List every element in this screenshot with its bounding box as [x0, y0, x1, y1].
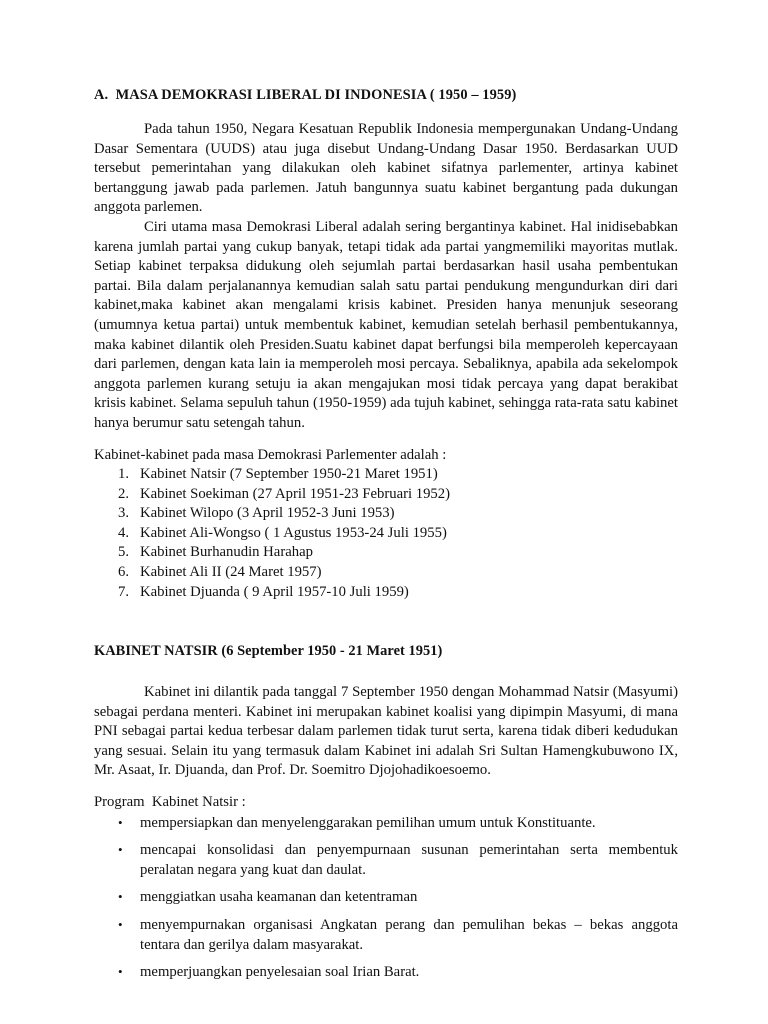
list-item-label: Kabinet Wilopo (3 April 1952-3 Juni 1953) — [140, 505, 395, 522]
list-item — [94, 524, 678, 544]
list-item-label: Kabinet Djuanda ( 9 April 1957-10 Juli 1959) — [140, 583, 409, 600]
list-item-label: Kabinet Natsir (7 September 1950-21 Maret 1951) — [140, 466, 438, 483]
document-content — [94, 86, 678, 983]
list-item-number: 4. — [118, 524, 130, 541]
paragraph-intro-1: Pada tahun 1950, Negara Kesatuan Republik Indonesia mempergunakan Undang-Undang Dasar Sementara (UUDS) atau juga disebut Undang-Undang Dasar 1950. Berdasarkan UUD tersebut pemerintahan yang dilakukan oleh kabinet sifatnya parlementer, artinya kabinet bertanggung jawab pada parlemen. Jatuh bangunnya suatu kabinet bergantung pada dukungan anggota parlemen. — [94, 121, 678, 216]
bullet-icon: • — [118, 916, 123, 932]
list-item-label: Kabinet Ali-Wongso ( 1 Agustus 1953-24 Juli 1955) — [140, 524, 447, 541]
section-title-kabinet-natsir: KABINET NATSIR (6 September 1950 - 21 Maret 1951) — [94, 643, 443, 660]
cabinet-list — [94, 465, 678, 602]
program-list — [94, 813, 678, 983]
list-item — [94, 465, 678, 485]
list-item-number: 7. — [118, 583, 130, 600]
list-item-label: menggiatkan usaha keamanan dan ketentraman — [140, 889, 418, 906]
paragraph-natsir-body: Kabinet ini dilantik pada tanggal 7 September 1950 dengan Mohammad Natsir (Masyumi) sebagai perdana menteri. Kabinet ini merupakan kabinet koalisi yang dipimpin Masyumi, di mana PNI sebagai partai kedua terbesar dalam parlemen tidak turut serta, karena tidak diberi kedudukan yang sesuai. Selain itu yang termasuk dalam Kabinet ini adalah Sri Sultan Hamengkubuwono IX, Mr. Asaat, Ir. Djuanda, dan Prof. Dr. Soemitro Djojohadikoesoemo. — [94, 683, 678, 779]
list-item — [94, 504, 678, 524]
list-item-label: Kabinet Burhanudin Harahap — [140, 544, 313, 561]
bullet-icon: • — [118, 889, 123, 905]
spacer — [94, 661, 678, 683]
list-item — [94, 962, 678, 983]
list-item — [94, 915, 678, 955]
list-item-label: menyempurnakan organisasi Angkatan perang dan pemulihan bekas – bekas anggota tentara dan gerilya dalam masyarakat. — [140, 916, 678, 953]
list-item — [94, 543, 678, 563]
list-item-number: 6. — [118, 564, 130, 581]
cabinet-list-lead-in: Kabinet-kabinet pada masa Demokrasi Parlementer adalah : — [94, 446, 447, 463]
list-item-label: mempersiapkan dan menyelenggarakan pemilihan umum untuk Konstituante. — [140, 814, 596, 831]
spacer — [94, 781, 678, 793]
list-item-number: 5. — [118, 544, 130, 561]
list-item — [94, 840, 678, 880]
list-item — [94, 887, 678, 908]
list-item-label: Kabinet Soekiman (27 April 1951-23 Februari 1952) — [140, 485, 451, 502]
list-item-label: Kabinet Ali II (24 Maret 1957) — [140, 564, 322, 581]
spacer — [94, 602, 678, 642]
list-item — [94, 813, 678, 834]
list-item-number: 1. — [118, 466, 130, 483]
list-item-number: 2. — [118, 485, 130, 502]
list-item — [94, 485, 678, 505]
list-item — [94, 563, 678, 583]
bullet-icon: • — [118, 814, 123, 830]
list-item-label: mencapai konsolidasi dan penyempurnaan susunan pemerintahan serta membentuk peralatan negara yang kuat dan daulat. — [140, 842, 678, 878]
list-item-label: memperjuangkan penyelesaian soal Irian Barat. — [140, 964, 420, 981]
bullet-icon: • — [118, 964, 123, 980]
paragraph-intro-2: Ciri utama masa Demokrasi Liberal adalah sering bergantinya kabinet. Hal inidisebabkan karena jumlah partai yang cukup banyak, tetapi tidak ada partai yangmemiliki mayoritas mutlak. Setiap kabinet terpaksa didukung oleh sejumlah partai berdasarkan hasil usaha pembentukan partai. Bila dalam perjalanannya kemudian salah satu partai pendukung mengundurkan diri dari kabinet,maka kabinet akan mengalami krisis kabinet. Presiden hanya menunjuk seseorang (umumnya ketua partai) untuk membentuk kabinet, kemudian setelah berhasil pembentukannya, maka kabinet dilantik oleh Presiden.Suatu kabinet dapat berfungsi bila memperoleh kepercayaan dari parlemen, dengan kata lain ia memperoleh mosi percaya. Sebaliknya, apabila ada sekelompok anggota parlemen kurang setuju ia akan mengajukan mosi tidak percaya yang dapat berakibat krisis kabinet. Selama sepuluh tahun (1950-1959) ada tujuh kabinet, sehingga rata-rata satu kabinet hanya berumur satu setengah tahun. — [94, 218, 678, 431]
list-item — [94, 583, 678, 603]
list-item-number: 3. — [118, 505, 130, 522]
page-title: A. MASA DEMOKRASI LIBERAL DI INDONESIA ( 1950 – 1959) — [94, 87, 517, 103]
program-lead-in: Program Kabinet Natsir : — [94, 793, 246, 810]
bullet-icon: • — [118, 842, 123, 858]
spacer — [94, 434, 678, 446]
